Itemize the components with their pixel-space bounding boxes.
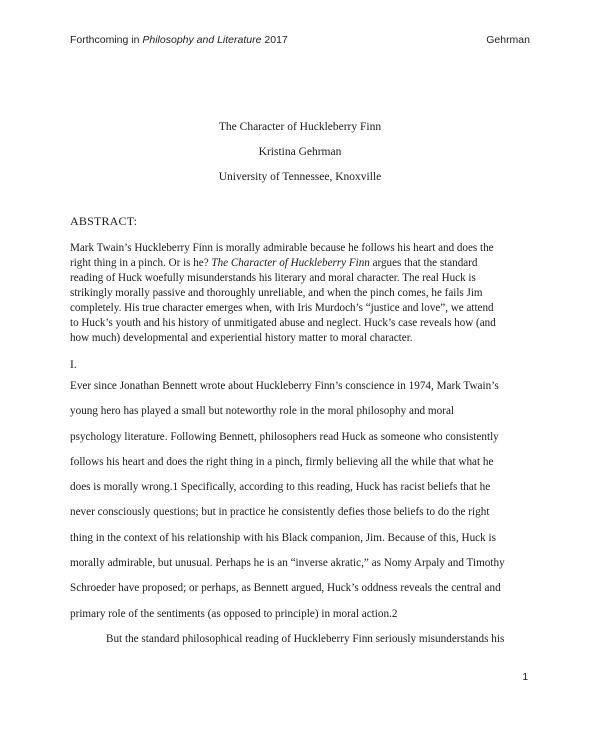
body-text bbox=[70, 380, 530, 658]
abstract-line: how much) developmental and experiential history matter to moral character. bbox=[70, 332, 413, 344]
journal-name: Philosophy and Literature bbox=[142, 34, 262, 46]
body-line: Schroeder have proposed; or perhaps, as Bennett argued, Huck’s oddness reveals the central and bbox=[70, 582, 501, 595]
abstract-line: to Huck’s youth and his history of unmitigated abuse and neglect. Huck’s case reveals how (and bbox=[70, 317, 496, 329]
paper-affiliation: University of Tennessee, Knoxville bbox=[218, 171, 382, 183]
abstract-line: completely. His true character emerges when, with Iris Murdoch’s “justice and love”, we attend bbox=[70, 302, 494, 314]
body-line: young hero has played a small but noteworthy role in the moral philosophy and moral bbox=[70, 405, 455, 418]
abstract-line: reading of Huck woefully misunderstands his literary and moral character. The real Huck is bbox=[70, 272, 476, 284]
body-line: never consciously questions; but in practice he consistently defies those beliefs to do the right bbox=[70, 506, 490, 519]
body-line: morally admirable, but unusual. Perhaps he is an “inverse akratic,” as Nomy Arpaly and Timothy bbox=[70, 557, 505, 570]
abstract-line: strikingly morally passive and thoroughly unreliable, and when the pinch comes, he fails Jim bbox=[70, 287, 483, 299]
body-line: Ever since Jonathan Bennett wrote about Huckleberry Finn’s conscience in 1974, Mark Twain’s bbox=[70, 380, 499, 392]
section-number: I. bbox=[70, 359, 77, 371]
running-head-author: Gehrman bbox=[486, 34, 530, 46]
body-line: psychology literature. Following Bennett, philosophers read Huck as someone who consistently bbox=[70, 430, 499, 443]
abstract-line: right thing in a pinch. Or is he? The Character of Huckleberry Finn argues that the standard bbox=[70, 257, 478, 269]
running-head-journal: Forthcoming in Philosophy and Literature 2017 bbox=[70, 34, 288, 46]
body-line: primary role of the sentiments (as opposed to principle) in moral action.2 bbox=[70, 607, 398, 620]
abstract-heading: ABSTRACT: bbox=[70, 214, 138, 228]
body-line: does is morally wrong.1 Specifically, according to this reading, Huck has racist beliefs that he bbox=[70, 481, 491, 494]
body-line-paragraph-start: But the standard philosophical reading of Huckleberry Finn seriously misunderstands his bbox=[106, 632, 505, 645]
body-line: follows his heart and does the right thing in a pinch, firmly believing all the while that what he bbox=[70, 455, 494, 468]
abstract-italic-title: The Character of Huckleberry Finn bbox=[211, 257, 370, 269]
paper-title: The Character of Huckleberry Finn bbox=[218, 121, 382, 133]
page-number: 1 bbox=[522, 672, 528, 683]
body-line: thing in the context of his relationship with his Black companion, Jim. Because of this, Huck is bbox=[70, 531, 496, 544]
abstract-body bbox=[70, 241, 530, 346]
abstract-line: Mark Twain’s Huckleberry Finn is morally admirable because he follows his heart and does the bbox=[70, 242, 494, 254]
paper-author: Kristina Gehrman bbox=[258, 146, 342, 158]
